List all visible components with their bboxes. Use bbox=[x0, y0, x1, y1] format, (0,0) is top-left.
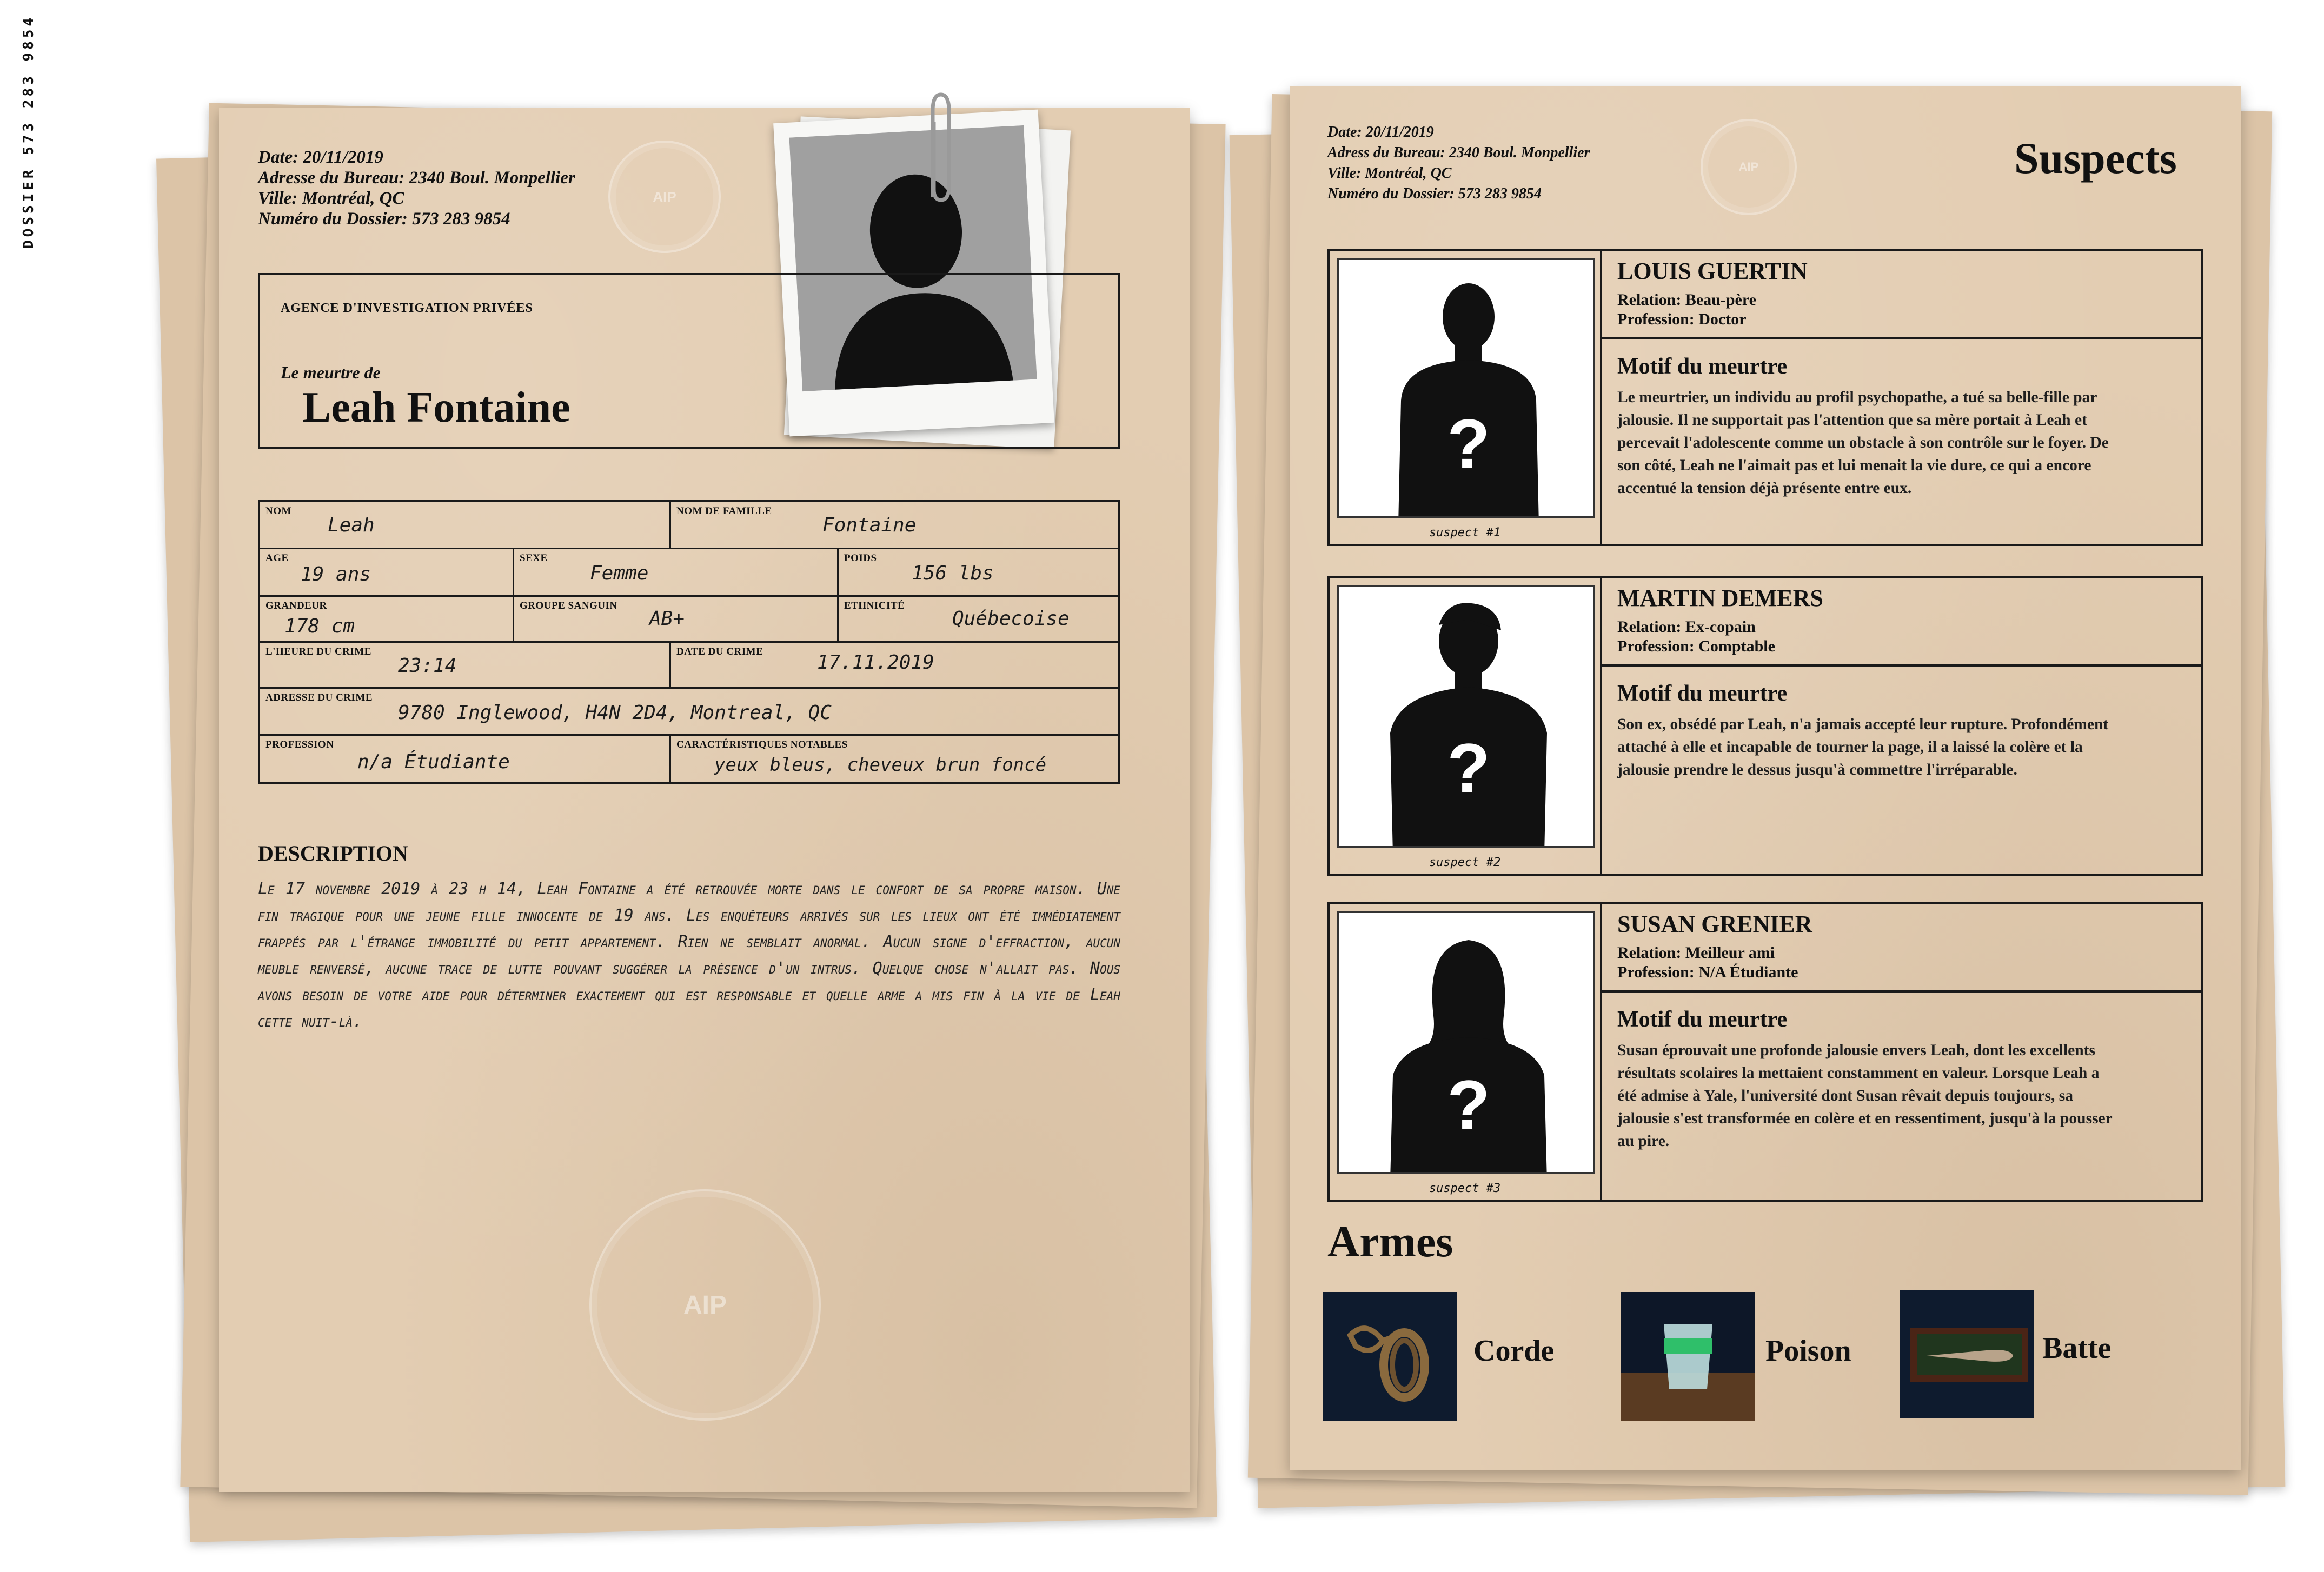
agency-seal-small bbox=[1701, 119, 1797, 215]
field-label: NOM DE FAMILLE bbox=[676, 505, 772, 517]
motive-heading: Motif du meurtre bbox=[1617, 354, 1788, 379]
suspect-relation: Relation: Ex-copain bbox=[1617, 618, 1756, 636]
meta-city: Ville: Montréal, QC bbox=[1327, 165, 1452, 182]
field-age bbox=[260, 549, 514, 597]
field-label: PROFESSION bbox=[265, 739, 334, 750]
meta-file-number: Numéro du Dossier: 573 283 9854 bbox=[1327, 185, 1542, 202]
meta-office-address: Adress du Bureau: 2340 Boul. Monpellier bbox=[1327, 144, 1590, 161]
svg-text:?: ? bbox=[1447, 404, 1490, 483]
rope-image bbox=[1323, 1292, 1457, 1421]
field-value: 9780 Inglewood, H4N 2D4, Montreal, QC bbox=[398, 702, 832, 724]
field-crime-address bbox=[260, 689, 1120, 736]
case-file-sheet bbox=[219, 108, 1190, 1492]
rope-icon[interactable] bbox=[1323, 1292, 1457, 1421]
meta-file-number: Numéro du Dossier: 573 283 9854 bbox=[258, 209, 510, 229]
weapon-label-bat[interactable]: Batte bbox=[2042, 1331, 2111, 1365]
case-header-box bbox=[258, 273, 1120, 449]
case-prefix: Le meurtre de bbox=[281, 363, 381, 382]
field-blood-group bbox=[514, 597, 839, 643]
field-value: Québecoise bbox=[952, 608, 1070, 630]
field-value: Leah bbox=[328, 514, 375, 536]
field-label: AGE bbox=[265, 552, 289, 564]
suspect-header bbox=[1600, 578, 2201, 667]
field-value: AB+ bbox=[649, 608, 685, 630]
field-label: POIDS bbox=[844, 552, 877, 564]
suspect-photo bbox=[1337, 911, 1595, 1174]
suspect-relation: Relation: Beau-père bbox=[1617, 291, 1756, 309]
suspect-card bbox=[1327, 576, 2203, 876]
motive-heading: Motif du meurtre bbox=[1617, 1007, 1788, 1032]
paperclip-icon bbox=[922, 89, 954, 208]
weapons-title: Armes bbox=[1327, 1217, 1453, 1266]
field-label: DATE DU CRIME bbox=[676, 646, 763, 657]
field-value: n/a Étudiante bbox=[357, 751, 510, 773]
weapon-label-poison[interactable]: Poison bbox=[1765, 1334, 1851, 1368]
field-sex bbox=[514, 549, 839, 597]
case-file-meta bbox=[258, 147, 575, 229]
motive-heading: Motif du meurtre bbox=[1617, 681, 1788, 706]
field-height bbox=[260, 597, 514, 643]
field-label: GRANDEUR bbox=[265, 600, 327, 611]
seal-text: AIP bbox=[1738, 160, 1759, 174]
field-label: CARACTÉRISTIQUES NOTABLES bbox=[676, 739, 848, 750]
meta-city: Ville: Montréal, QC bbox=[258, 189, 404, 208]
suspect-photo-column bbox=[1330, 578, 1602, 874]
meta-date: Date: 20/11/2019 bbox=[258, 148, 383, 167]
field-value: Femme bbox=[590, 562, 649, 584]
suspect-caption: suspect #1 bbox=[1429, 526, 1501, 539]
field-last-name bbox=[671, 502, 1120, 549]
suspects-title: Suspects bbox=[2014, 134, 2177, 183]
field-label: ADRESSE DU CRIME bbox=[265, 692, 373, 703]
suspect-photo bbox=[1337, 258, 1595, 518]
motive-text: Son ex, obsédé par Leah, n'a jamais accepté leur rupture. Profondément attaché à elle et incapable de tourner la page, il a laissé la colère et la jalousie prendre le dessus jusqu'à commettre l'irréparable. bbox=[1617, 716, 2109, 778]
meta-office-address: Adresse du Bureau: 2340 Boul. Monpellier bbox=[258, 168, 575, 188]
suspect-caption: suspect #3 bbox=[1429, 1182, 1501, 1195]
field-label: GROUPE SANGUIN bbox=[520, 600, 617, 611]
meta-date: Date: 20/11/2019 bbox=[1327, 124, 1434, 141]
suspect-profession: Profession: Comptable bbox=[1617, 637, 1775, 655]
suspect-card bbox=[1327, 902, 2203, 1202]
poison-glass-icon[interactable] bbox=[1621, 1292, 1755, 1421]
field-label: NOM bbox=[265, 505, 291, 517]
field-weight bbox=[839, 549, 1120, 597]
poison-image bbox=[1621, 1292, 1755, 1421]
suspect-photo-column bbox=[1330, 904, 1602, 1200]
agency-name: AGENCE D'INVESTIGATION PRIVÉES bbox=[281, 301, 533, 315]
suspect-profession: Profession: Doctor bbox=[1617, 310, 1747, 328]
field-label: ETHNICITÉ bbox=[844, 600, 905, 611]
agency-seal-small bbox=[608, 141, 721, 253]
field-ethnicity bbox=[839, 597, 1120, 643]
male-silhouette-unknown-icon bbox=[1339, 260, 1593, 518]
field-value: 19 ans bbox=[301, 563, 371, 585]
suspect-name: MARTIN DEMERS bbox=[1617, 585, 1824, 611]
field-crime-time bbox=[260, 643, 671, 689]
male-silhouette-unknown-icon bbox=[1339, 587, 1593, 848]
agency-seal-large bbox=[589, 1189, 821, 1421]
bat-icon[interactable] bbox=[1900, 1290, 2034, 1418]
field-value: 178 cm bbox=[284, 615, 355, 637]
seal-text: AIP bbox=[683, 1290, 727, 1320]
victim-name-title: Leah Fontaine bbox=[302, 384, 570, 431]
suspects-sheet bbox=[1290, 86, 2241, 1470]
field-value: Fontaine bbox=[822, 514, 917, 536]
field-value: 156 lbs bbox=[912, 562, 994, 584]
motive-text: Le meurtrier, un individu au profil psychopathe, a tué sa belle-fille par jalousie. Il ne supportait pas l'attention que sa mère portait à Leah et percevait l'adolescente comme un obstacle à son contrôle sur le foyer. De son côté, Leah ne l'aimait pas et lui menait la vie dure, ce qui a encore accentué la tension déjà présente entre eux. bbox=[1617, 389, 2109, 497]
field-value: 17.11.2019 bbox=[817, 651, 934, 674]
suspect-name: LOUIS GUERTIN bbox=[1617, 258, 1808, 284]
suspect-relation: Relation: Meilleur ami bbox=[1617, 944, 1775, 962]
suspect-caption: suspect #2 bbox=[1429, 856, 1501, 869]
weapon-label-rope[interactable]: Corde bbox=[1473, 1334, 1555, 1368]
field-crime-date bbox=[671, 643, 1120, 689]
svg-text:?: ? bbox=[1447, 1065, 1490, 1144]
svg-text:?: ? bbox=[1447, 729, 1490, 808]
suspects-meta bbox=[1327, 122, 1590, 204]
field-label: L'HEURE DU CRIME bbox=[265, 646, 371, 657]
field-first-name bbox=[260, 502, 671, 549]
suspect-name: SUSAN GRENIER bbox=[1617, 911, 1812, 937]
motive-text: Susan éprouvait une profonde jalousie envers Leah, dont les excellents résultats scolaires la mettaient constamment en valeur. Lorsque Leah a été admise à Yale, l'université dont Susan rêvait depuis toujours, sa jalousie s'est transformée en colère et en ressentiment, jusqu'à la pousser au pire. bbox=[1617, 1042, 2113, 1150]
field-label: SEXE bbox=[520, 552, 548, 564]
suspect-header bbox=[1600, 904, 2201, 993]
field-value: yeux bleus, cheveux brun foncé bbox=[714, 754, 1047, 776]
field-profession bbox=[260, 736, 671, 784]
suspect-photo-column bbox=[1330, 251, 1602, 544]
suspect-header bbox=[1600, 251, 2201, 339]
suspect-photo bbox=[1337, 585, 1595, 848]
victim-info-table bbox=[258, 500, 1120, 784]
field-value: 23:14 bbox=[398, 655, 457, 677]
dossier-side-label: DOSSIER 573 283 9854 bbox=[21, 14, 37, 249]
seal-text: AIP bbox=[653, 188, 676, 205]
bat-image bbox=[1900, 1290, 2034, 1418]
female-silhouette-unknown-icon bbox=[1339, 913, 1593, 1174]
description-text: Le 17 novembre 2019 à 23 h 14, Leah Fontaine a été retrouvée morte dans le confort de sa propre maison. Une fin tragique pour une jeune fille innocente de 19 ans. Les enquêteurs arrivés sur les lieux ont été immédiatement frappés par l'étrange immobilité du petit appartement. Rien ne semblait anormal. Aucun signe d'effraction, aucun meuble renversé, aucune trace de lutte pouvant suggérer la présence d'un intrus. Quelque chose n'allait pas. Nous avons besoin de votre aide pour déterminer exactement qui est responsable et quelle arme a mis fin à la vie de Leah cette nuit-là. bbox=[258, 880, 1120, 1031]
suspect-profession: Profession: N/A Étudiante bbox=[1617, 963, 1798, 981]
field-notable-traits bbox=[671, 736, 1120, 784]
description-title: DESCRIPTION bbox=[258, 841, 408, 865]
suspect-card bbox=[1327, 249, 2203, 546]
